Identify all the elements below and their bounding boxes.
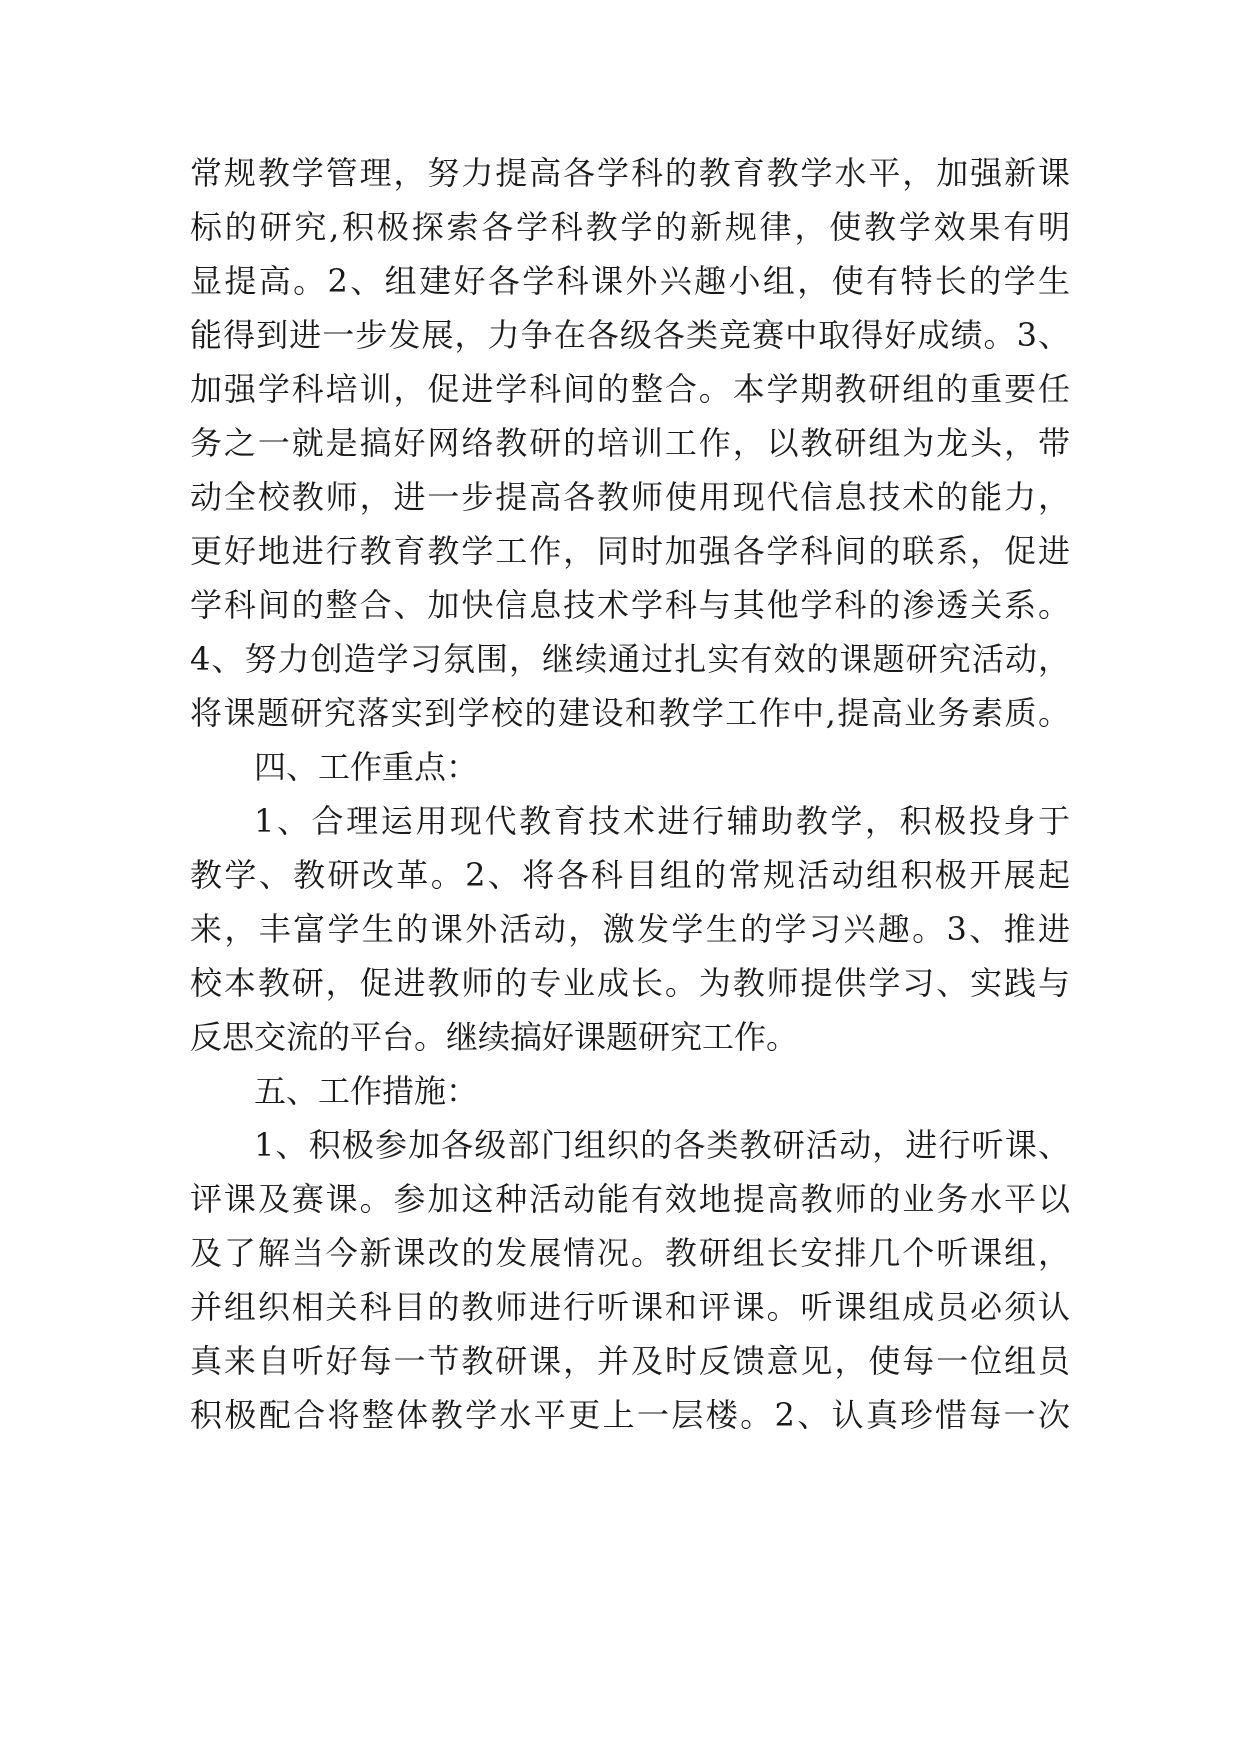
paragraph-line: 1、合理运用现代教育技术进行辅助教学，积极投身于: [254, 802, 1070, 840]
paragraph-line: 并组织相关科目的教师进行听课和评课。听课组成员必须认: [190, 1288, 1070, 1326]
paragraph-line: 来，丰富学生的课外活动，激发学生的学习兴趣。3、推进: [190, 910, 1070, 948]
paragraph-line: 真来自听好每一节教研课，并及时反馈意见，使每一位组员: [190, 1342, 1070, 1380]
paragraph-line: 4、努力创造学习氛围，继续通过扎实有效的课题研究活动，: [190, 640, 1070, 678]
paragraph-line: 能得到进一步发展，力争在各级各类竞赛中取得好成绩。3、: [190, 316, 1070, 354]
paragraph-line: 积极配合将整体教学水平更上一层楼。2、认真珍惜每一次: [190, 1396, 1070, 1434]
paragraph-line: 评课及赛课。参加这种活动能有效地提高教师的业务水平以: [190, 1180, 1070, 1218]
paragraph-line: 常规教学管理，努力提高各学科的教育教学水平，加强新课: [190, 154, 1070, 192]
paragraph-line: 反思交流的平台。继续搞好课题研究工作。: [190, 1018, 799, 1056]
paragraph-line: 标的研究,积极探索各学科教学的新规律，使教学效果有明: [190, 208, 1070, 246]
paragraph-line: 1、积极参加各级部门组织的各类教研活动，进行听课、: [254, 1126, 1070, 1164]
paragraph-line: 教学、教研改革。2、将各科目组的常规活动组积极开展起: [190, 856, 1070, 894]
paragraph-line: 动全校教师，进一步提高各教师使用现代信息技术的能力，: [190, 478, 1070, 516]
paragraph-line: 学科间的整合、加快信息技术学科与其他学科的渗透关系。: [190, 586, 1070, 624]
paragraph-line: 及了解当今新课改的发展情况。教研组长安排几个听课组，: [190, 1234, 1070, 1272]
paragraph-line: 将课题研究落实到学校的建设和教学工作中,提高业务素质。: [190, 694, 1070, 732]
paragraph-line: 务之一就是搞好网络教研的培训工作，以教研组为龙头，带: [190, 424, 1070, 462]
section-heading: 四、工作重点：: [254, 748, 479, 786]
paragraph-line: 加强学科培训，促进学科间的整合。本学期教研组的重要任: [190, 370, 1070, 408]
paragraph-line: 显提高。2、组建好各学科课外兴趣小组，使有特长的学生: [190, 262, 1070, 300]
section-heading: 五、工作措施：: [254, 1072, 479, 1110]
paragraph-line: 校本教研，促进教师的专业成长。为教师提供学习、实践与: [190, 964, 1070, 1002]
paragraph-line: 更好地进行教育教学工作，同时加强各学科间的联系，促进: [190, 532, 1070, 570]
